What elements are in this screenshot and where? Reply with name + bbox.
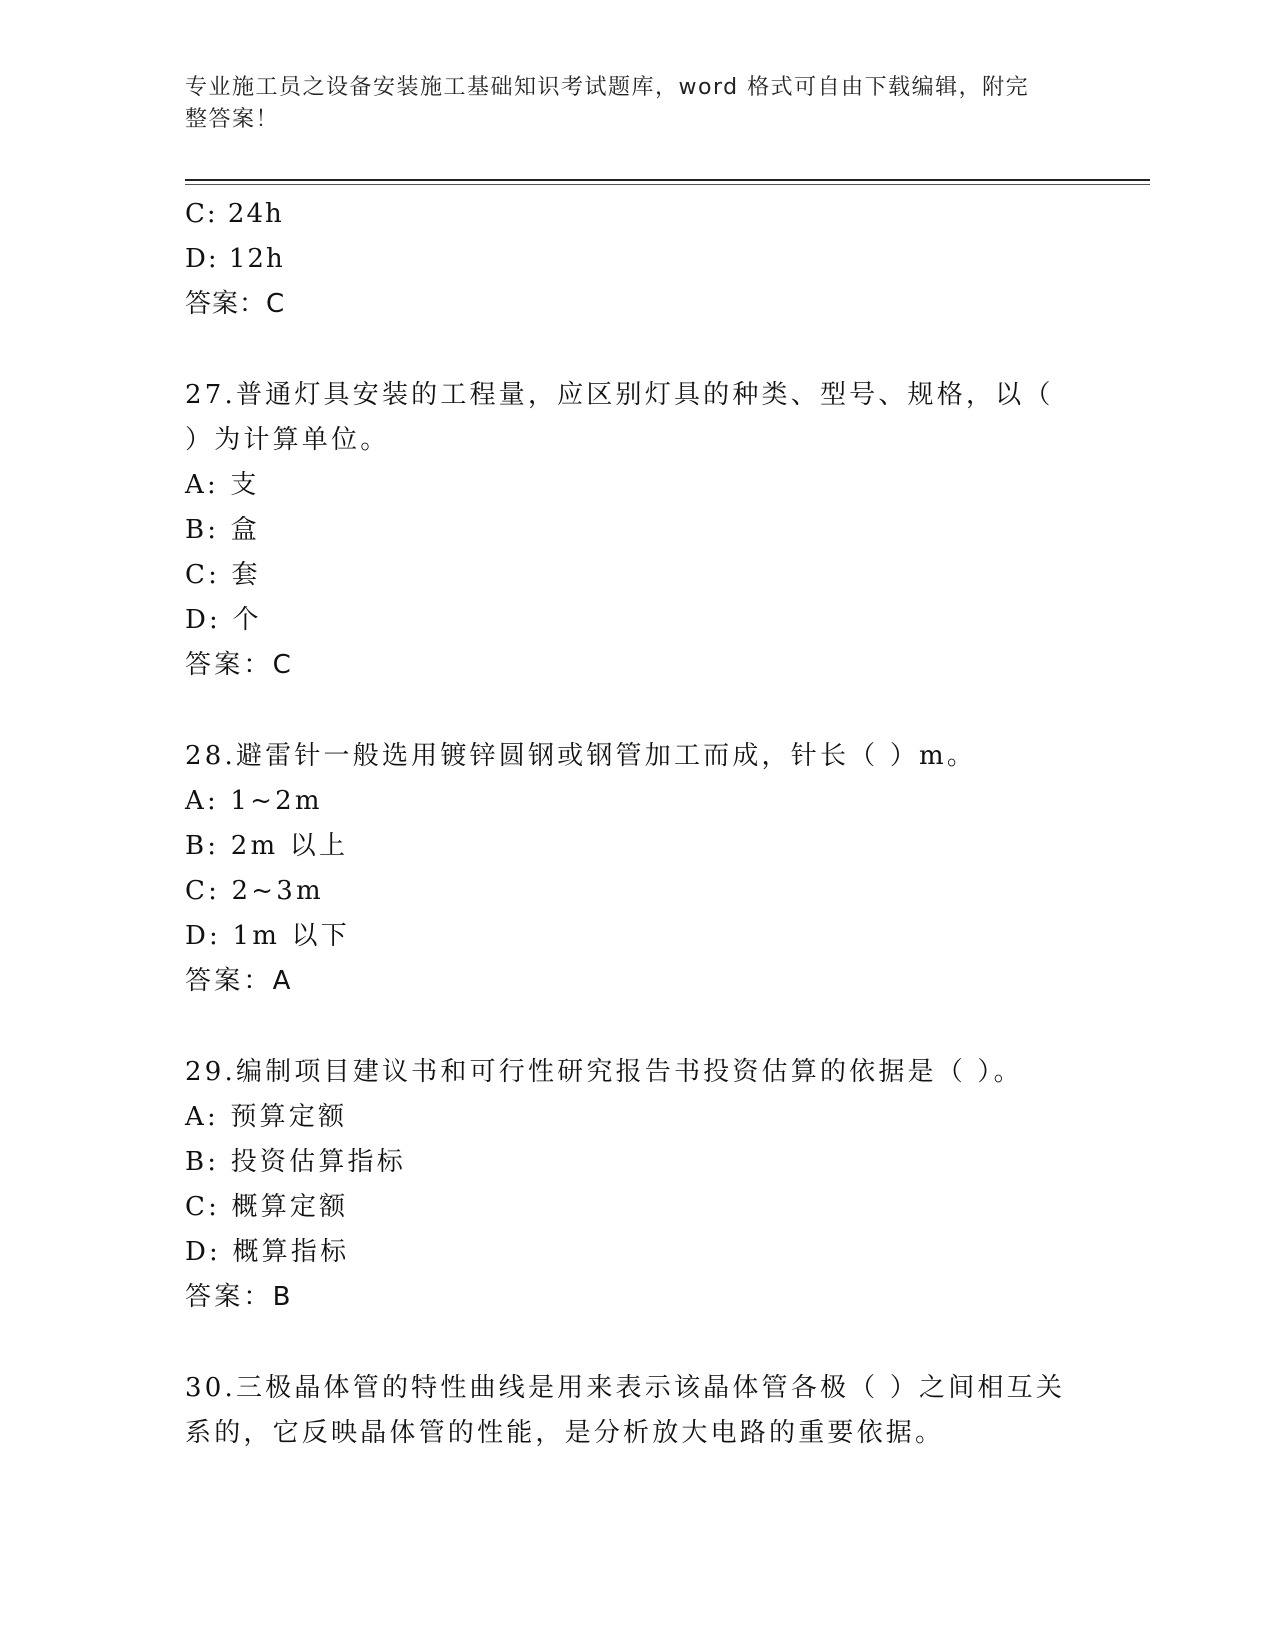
header-line-1: 专业施工员之设备安装施工基础知识考试题库，word 格式可自由下载编辑，附完 xyxy=(185,75,1030,100)
answer: 答案：C xyxy=(185,289,286,319)
question-stem: 28.避雷针一般选用镀锌圆钢或钢管加工而成，针长（ ）m。 xyxy=(185,741,977,771)
option-d: D: 概算指标 xyxy=(185,1237,350,1267)
question-stem-line-1: 30.三极晶体管的特性曲线是用来表示该晶体管各极（ ）之间相互关 xyxy=(185,1373,1066,1403)
spacer xyxy=(185,688,1150,734)
question-stem-line-2: ）为计算单位。 xyxy=(185,425,390,455)
answer: 答案：C xyxy=(185,650,294,680)
question-stem-line-1: 27.普通灯具安装的工程量，应区别灯具的种类、型号、规格，以（ xyxy=(185,380,1054,410)
question-28 xyxy=(185,734,1150,1004)
option-a: A: 1~2m xyxy=(185,786,323,816)
question-list xyxy=(185,192,1150,1456)
question-30 xyxy=(185,1366,1150,1456)
document-header xyxy=(185,72,1070,136)
option-d: D: 12h xyxy=(185,244,285,274)
option-d: D: 1m 以下 xyxy=(185,921,350,951)
header-line-2: 整答案！ xyxy=(185,107,280,132)
header-divider-thin xyxy=(185,184,1150,185)
answer: 答案：A xyxy=(185,966,294,996)
option-a: A: 预算定额 xyxy=(185,1102,348,1132)
option-b: B: 2m 以上 xyxy=(185,831,349,861)
question-26 xyxy=(185,192,1150,327)
option-c: C: 套 xyxy=(185,560,261,590)
spacer xyxy=(185,327,1150,373)
option-b: B: 投资估算指标 xyxy=(185,1147,406,1177)
spacer xyxy=(185,1320,1150,1366)
spacer xyxy=(185,1004,1150,1050)
option-b: B: 盒 xyxy=(185,515,260,545)
option-a: A: 支 xyxy=(185,470,260,500)
header-divider-thick xyxy=(185,179,1150,181)
question-stem-line-2: 系的，它反映晶体管的性能，是分析放大电路的重要依据。 xyxy=(185,1418,945,1448)
option-d: D: 个 xyxy=(185,605,262,635)
question-27 xyxy=(185,373,1150,688)
answer: 答案：B xyxy=(185,1282,294,1312)
question-29 xyxy=(185,1050,1150,1320)
question-stem: 29.编制项目建议书和可行性研究报告书投资估算的依据是（ ）。 xyxy=(185,1057,1023,1087)
option-c: C: 2~3m xyxy=(185,876,324,906)
option-c: C: 24h xyxy=(185,199,284,229)
option-c: C: 概算定额 xyxy=(185,1192,349,1222)
